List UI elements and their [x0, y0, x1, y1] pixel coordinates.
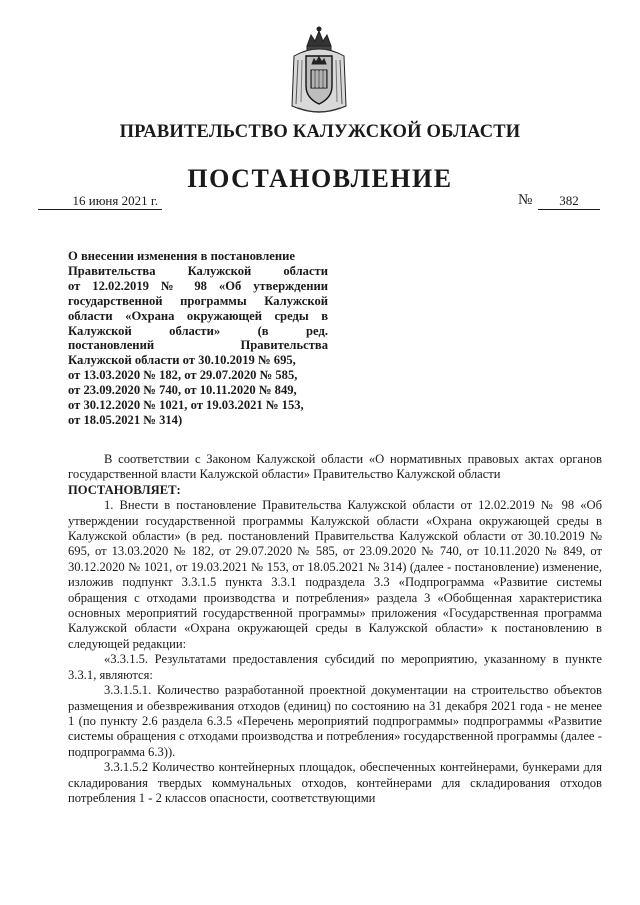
clause-3-3-1-5-paragraph: «3.3.1.5. Результатами предоставления субсидий по мероприятию, указанному в пункте 3.3.1, являются: [68, 652, 602, 682]
document-type-title: ПОСТАНОВЛЕНИЕ [187, 164, 453, 193]
subject-line: Калужской области от 30.10.2019 № 695, [68, 353, 296, 368]
subject-line: от 12.02.2019 № 98 «Об утверждении [68, 278, 328, 293]
issuing-authority: ПРАВИТЕЛЬСТВО КАЛУЖСКОЙ ОБЛАСТИ [119, 122, 521, 142]
document-number-label: № [518, 192, 533, 208]
subject-line: от 30.12.2020 № 1021, от 19.03.2021 № 153, [68, 398, 304, 413]
subject-line: О внесении изменения в постановление [68, 249, 295, 263]
clause-3-3-1-5-2-paragraph: 3.3.1.5.2 Количество контейнерных площадок, обеспеченных контейнерами, бункерами для складирования твердых коммунальных отходов, контейнерами для складирования отходов потребления 1 - 2 классов опасности, соответствующими [68, 760, 602, 805]
subject-line: Правительства Калужской области [68, 263, 328, 278]
clause-1-paragraph: 1. Внести в постановление Правительства Калужской области от 12.02.2019 № 98 «Об утверждении государственной программы Калужской области «Охрана окружающей среды в Калужской области» (в ред. постановлений Правительства Калужской области от 30.10.2019 № 695, от 13.03.2020 № 182, от 29.07.2020 № 585, от 23.09.2020 № 740, от 10.11.2020 № 849, от 30.12.2020 № 1021, от 19.03.2021 № 153, от 18.05.2021 № 314) (далее - постановление) изменение, изложив подпункт 3.3.1.5 пункта 3.3.1 подраздела 3.3 «Подпрограмма «Развитие системы обращения с отходами производства и потребления» раздела 3 «Обобщенная характеристика основных мероприятий государственной программы» приложения «Государственная программа Калужской области «Охрана окружающей среды в Калужской области» к постановлению в следующей редакции: [68, 498, 602, 651]
subject-line: Калужской области» (в ред. [68, 323, 328, 338]
decree-word: ПОСТАНОВЛЯЕТ: [68, 482, 181, 497]
document-subject [68, 249, 328, 428]
document-number: 382 [538, 193, 600, 210]
subject-line: области «Охрана окружающей среды в [68, 308, 328, 323]
document-body [68, 452, 602, 806]
subject-line: от 18.05.2021 № 314) [68, 412, 183, 427]
coat-of-arms-emblem [288, 26, 350, 118]
clause-3-3-1-5-1-paragraph: 3.3.1.5.1. Количество разработанной проектной документации на строительство объектов размещения и обезвреживания отходов (единиц) по состоянию на 31 декабря 2021 года - не менее 1 (по пункту 2.6 раздела 6.3.5 «Перечень мероприятий подпрограммы» подпрограммы «Развитие системы обращения с отходами производства и потребления» государственной программы (далее - подпрограмма 6.3)). [68, 683, 602, 759]
preamble-paragraph: В соответствии с Законом Калужской области «О нормативных правовых актах органов государственной власти Калужской области» Правительство Калужской области [68, 452, 602, 482]
subject-line: постановлений Правительства [68, 338, 328, 353]
subject-line: от 23.09.2020 № 740, от 10.11.2020 № 849, [68, 383, 297, 398]
subject-line: от 13.03.2020 № 182, от 29.07.2020 № 585, [68, 368, 298, 383]
document-date: 16 июня 2021 г. [38, 193, 162, 210]
subject-line: государственной программы Калужской [68, 293, 328, 308]
